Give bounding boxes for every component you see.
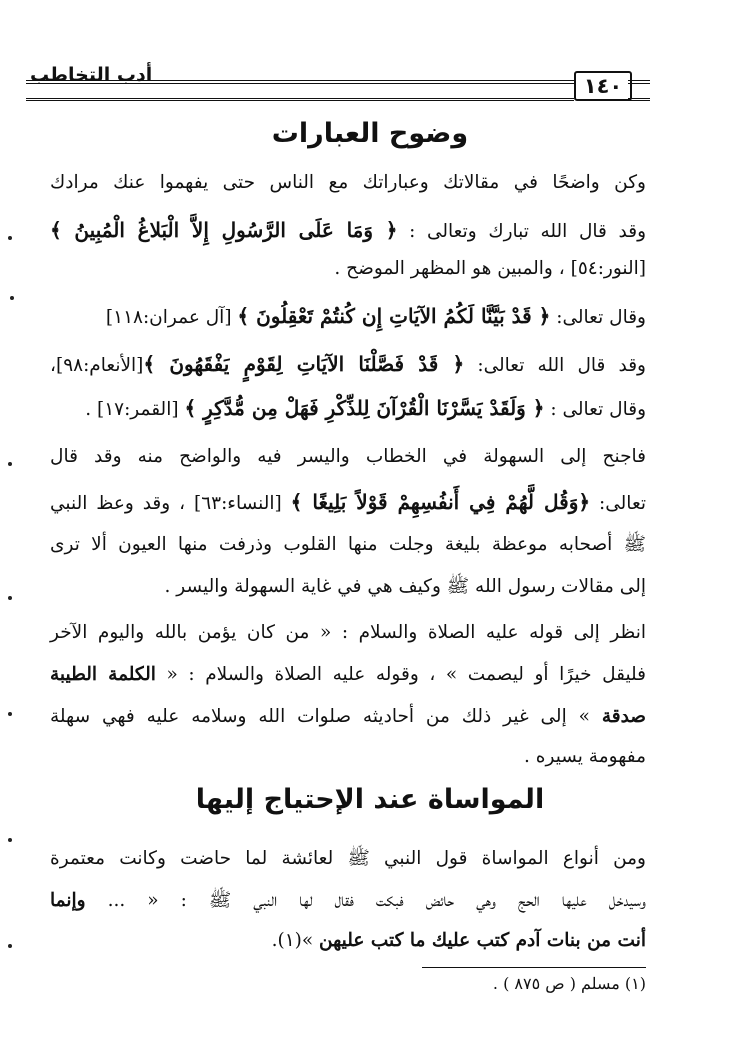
quran-verse: ﴿ قَدْ فَصَّلْنَا الآيَاتِ لِقَوْمٍ يَفْقَهُونَ ﴾ [143,352,465,376]
footnote: (١) مسلم ( ص ٨٧٥ ) . [492,974,646,993]
text-line [50,446,646,467]
scan-speck [8,944,12,948]
text-line [50,622,646,643]
text-run: ﷺ أصحابه موعظة بليغة وجلت منها القلوب وذرفت منها العيون ألا ترى [50,534,646,555]
text-run: [القمر:١٧] . [85,399,185,420]
header-rule [26,80,574,101]
scan-speck [8,838,12,842]
quran-verse: ﴿ وَمَا عَلَى الرَّسُولِ إِلاَّ الْبَلاغُ الْمُبِينُ ﴾ [50,218,398,242]
text-line [50,534,646,560]
text-run: مفهومة يسيره . [524,746,646,767]
footnote-rule [422,967,646,968]
text-line [50,706,646,727]
text-line [50,890,646,916]
text-line [50,930,646,951]
text-line [50,218,646,242]
hadith-emphasis: أنت من بنات آدم كتب عليك ما كتب عليهن [319,930,646,951]
text-line [50,848,646,874]
scan-speck [10,296,14,300]
section-heading-clarity: وضوح العبارات [271,118,469,149]
text-run: [النساء:٦٣] ، وقد وعظ النبي [50,493,291,514]
text-run: وسيدخل عليها الحج وهي حائض فبكت فقال لها النبي ﷺ : « ... [85,890,646,911]
text-run: ومن أنواع المواساة قول النبي ﷺ لعائشة لما حاضت وكانت معتمرة [50,848,646,869]
text-line [50,352,646,376]
text-line [50,172,646,193]
text-line [50,258,646,279]
scan-speck [8,712,12,716]
text-line [50,664,646,685]
text-run: وقال تعالى : [544,399,646,420]
text-run: » إلى غير ذلك من أحاديثه صلوات الله وسلامه عليه فهي سهلة [50,706,602,727]
hadith-emphasis: الكلمة الطيبة [50,664,156,685]
scan-speck [8,236,12,240]
hadith-emphasis: وإنما [50,890,86,911]
hadith-emphasis: صدقة [601,706,646,727]
text-line [50,490,646,514]
quran-verse: ﴿ قَدْ بَيَّنَّا لَكُمُ الآيَاتِ إِن كُنتُمْ تَعْقِلُونَ ﴾ [237,304,551,328]
text-run: وكن واضحًا في مقالاتك وعباراتك مع الناس حتى يفهموا عنك مرادك [50,172,646,193]
text-run: وقد قال الله تعالى: [464,355,646,376]
text-line [50,304,646,328]
section-heading-consolation: المواساة عند الإحتياج إليها [195,784,545,815]
text-run: انظر إلى قوله عليه الصلاة والسلام : « من كان يؤمن بالله واليوم الآخر [50,622,646,643]
text-run: [آل عمران:١١٨] [105,307,238,328]
quran-verse: ﴿وَقُل لَّهُمْ فِي أَنفُسِهِمْ قَوْلاً بَلِيغًا ﴾ [290,490,591,514]
scan-speck [8,462,12,466]
text-line [50,746,646,767]
text-run: فليقل خيرًا أو ليصمت » ، وقوله عليه الصلاة والسلام : « [155,664,647,685]
text-run: [النور:٥٤] ، والمبين هو المظهر الموضح . [334,258,646,279]
text-run: [الأنعام:٩٨]، [50,355,144,376]
text-line [50,396,646,420]
text-line [50,576,646,602]
header-rule-end [628,80,650,101]
text-run: وقد قال الله تبارك وتعالى : [397,221,647,242]
quran-verse: ﴿ وَلَقَدْ يَسَّرْنَا الْقُرْآنَ لِلذِّكْرِ فَهَلْ مِن مُّدَّكِرٍ ﴾ [184,396,545,420]
text-run: »(١). [271,930,320,951]
page-number: ١٤٠ [574,71,632,101]
running-header-title: أدب التخاطب [30,64,153,86]
text-run: وقال تعالى: [550,307,646,328]
text-run: فاجنح إلى السهولة في الخطاب واليسر فيه والواضح منه وقد قال [50,446,646,467]
scan-speck [8,596,12,600]
text-run: إلى مقالات رسول الله ﷺ وكيف هي في غاية السهولة واليسر . [164,576,646,597]
text-run: تعالى: [590,493,647,514]
